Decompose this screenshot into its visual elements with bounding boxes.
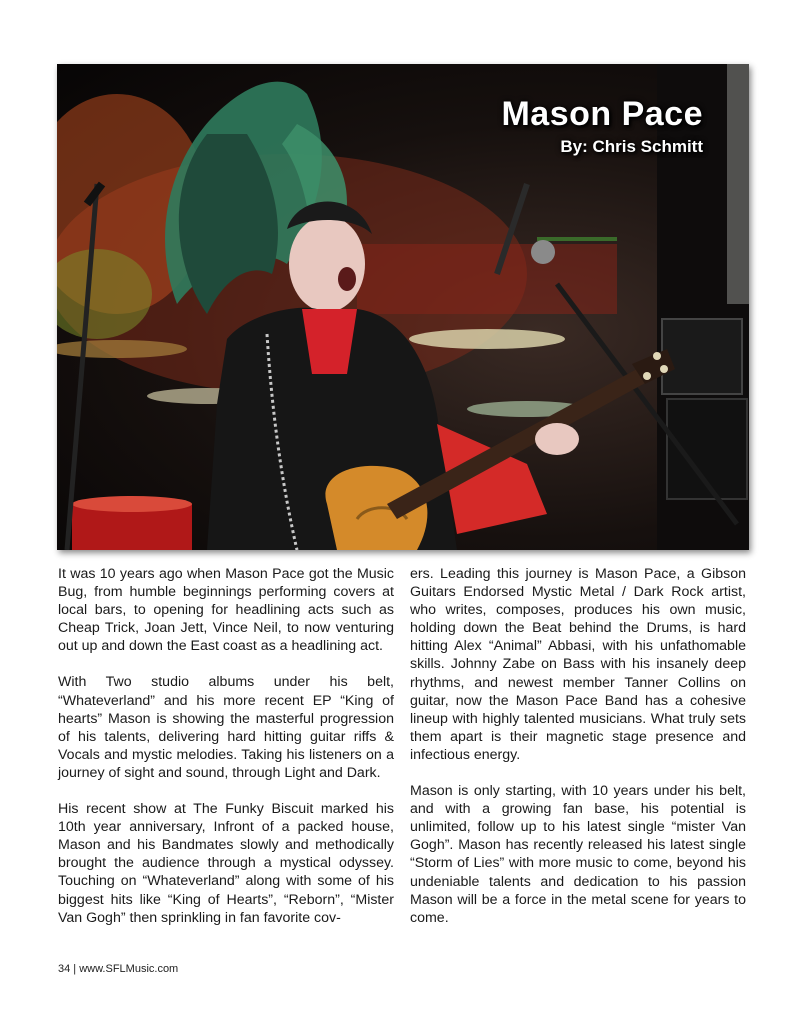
hero-photo: [57, 64, 749, 550]
paragraph: ers. Leading this journey is Mason Pace, a Gibson Guitars Endorsed Mystic Metal / Dark Rock artist, who writes, composes, produces his own music, holding down the Beat behind the Drums, is hard hitting Alex “Animal” Abbasi, with his unfathomable skills. Johnny Zabe on Bass with his insanely deep rhythms, and newest member Tanner Collins on guitar, now the Mason Pace Band has a cohesive lineup with highly talented musicians. What truly sets them apart is their magnetic stage presence and infectious energy.: [410, 566, 746, 763]
right-column: [410, 565, 746, 945]
paragraph: Mason is only starting, with 10 years under his belt, and with a growing fan base, his potential is unlimited, follow up to his latest single “mister Van Gogh”. Mason has recently released his latest single “Storm of Lies” with more music to come, beyond his undeniable talents and dedication to his passion Mason will be a force in the metal scene for years to come.: [410, 783, 746, 926]
paragraph: It was 10 years ago when Mason Pace got the Music Bug, from humble beginnings performing covers at local bars, to opening for headlining acts such as Cheap Trick, Joan Jett, Vince Neil, to now venturing out up and down the East coast as a headlining act.: [58, 566, 394, 655]
paragraph: His recent show at The Funky Biscuit marked his 10th year anniversary, Infront of a packed house, Mason and his Bandmates slowly and methodically brought the audience through a mystical odyssey. Touching on “Whateverland” along with some of his biggest hits like “King of Hearts”, “Reborn”, “Mister Van Gogh” then sprinkling in fan favorite cov-: [58, 801, 394, 926]
page-footer: 34 | www.SFLMusic.com: [58, 963, 179, 975]
left-column: [58, 565, 394, 945]
paragraph: With Two studio albums under his belt, “Whateverland” and his more recent EP “King of hearts” Mason is showing the masterful progression of his talents, delivering hard hitting guitar riffs & Vocals and mystic melodies. Taking his listeners on a journey of sight and sound, through Light and Dark.: [58, 674, 394, 781]
article-byline: By: Chris Schmitt: [560, 137, 703, 156]
article-title: Mason Pace: [501, 95, 703, 133]
headline-block: [501, 94, 703, 158]
